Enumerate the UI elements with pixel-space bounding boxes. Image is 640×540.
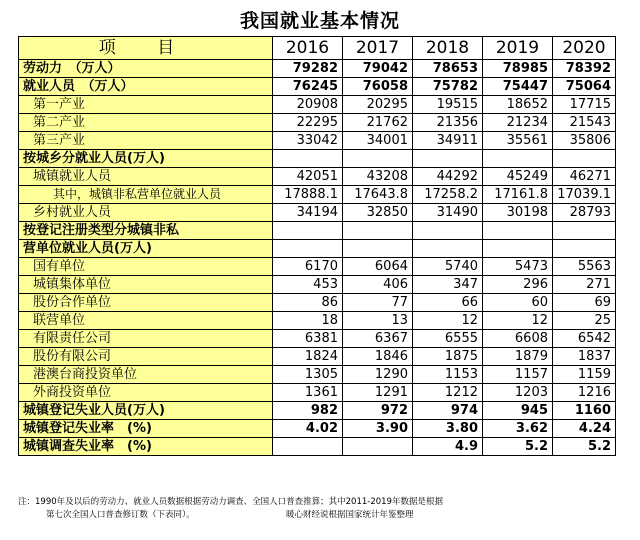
row-value: 79042 <box>343 60 413 78</box>
table-header-row <box>19 37 616 60</box>
row-value: 4.24 <box>553 420 616 438</box>
header-year: 2016 <box>273 37 343 60</box>
row-value: 43208 <box>343 168 413 186</box>
row-value: 46271 <box>553 168 616 186</box>
row-value: 6367 <box>343 330 413 348</box>
row-value: 6555 <box>413 330 483 348</box>
row-value <box>483 240 553 258</box>
row-value: 20908 <box>273 96 343 114</box>
row-value: 1305 <box>273 366 343 384</box>
row-value: 18 <box>273 312 343 330</box>
row-value: 1160 <box>553 402 616 420</box>
row-value: 31490 <box>413 204 483 222</box>
row-value: 6381 <box>273 330 343 348</box>
row-value <box>343 240 413 258</box>
table-row <box>19 384 616 402</box>
row-label: 第一产业 <box>19 96 273 114</box>
row-value: 347 <box>413 276 483 294</box>
row-value: 25 <box>553 312 616 330</box>
row-value: 6170 <box>273 258 343 276</box>
row-label: 有限责任公司 <box>19 330 273 348</box>
row-value: 17258.2 <box>413 186 483 204</box>
row-value: 78392 <box>553 60 616 78</box>
row-label: 外商投资单位 <box>19 384 273 402</box>
row-value <box>273 240 343 258</box>
row-label: 联营单位 <box>19 312 273 330</box>
row-label: 按登记注册类型分城镇非私 <box>19 222 273 240</box>
row-value: 78653 <box>413 60 483 78</box>
row-value: 60 <box>483 294 553 312</box>
page-title: 我国就业基本情况 <box>239 10 400 32</box>
row-label: 城镇就业人员 <box>19 168 273 186</box>
row-value: 453 <box>273 276 343 294</box>
row-value: 12 <box>483 312 553 330</box>
row-value: 17888.1 <box>273 186 343 204</box>
table-row <box>19 438 616 456</box>
row-label: 其中，城镇非私营单位就业人员 <box>19 186 273 204</box>
row-value: 4.9 <box>413 438 483 456</box>
row-label: 第三产业 <box>19 132 273 150</box>
row-label: 第二产业 <box>19 114 273 132</box>
row-value: 79282 <box>273 60 343 78</box>
row-value: 406 <box>343 276 413 294</box>
row-value: 17039.1 <box>553 186 616 204</box>
row-value <box>413 222 483 240</box>
row-value: 35561 <box>483 132 553 150</box>
row-value: 75447 <box>483 78 553 96</box>
row-value <box>273 150 343 168</box>
row-value: 5563 <box>553 258 616 276</box>
row-value: 34001 <box>343 132 413 150</box>
row-value: 44292 <box>413 168 483 186</box>
row-label: 城镇登记失业率 (%) <box>19 420 273 438</box>
row-value <box>413 150 483 168</box>
row-value: 1837 <box>553 348 616 366</box>
row-value: 34911 <box>413 132 483 150</box>
header-year: 2018 <box>413 37 483 60</box>
row-value: 1159 <box>553 366 616 384</box>
row-value <box>343 150 413 168</box>
row-label: 股份有限公司 <box>19 348 273 366</box>
row-label: 就业人员 （万人） <box>19 78 273 96</box>
row-value: 21356 <box>413 114 483 132</box>
table-row <box>19 366 616 384</box>
row-value: 3.90 <box>343 420 413 438</box>
row-label: 城镇登记失业人员(万人) <box>19 402 273 420</box>
row-label: 按城乡分就业人员(万人) <box>19 150 273 168</box>
row-value: 75064 <box>553 78 616 96</box>
row-value <box>413 240 483 258</box>
row-value <box>483 150 553 168</box>
row-label: 股份合作单位 <box>19 294 273 312</box>
source-note: 暖心财经说根据国家统计年鉴整理 <box>286 510 414 520</box>
row-value: 13 <box>343 312 413 330</box>
row-value: 3.80 <box>413 420 483 438</box>
row-value: 22295 <box>273 114 343 132</box>
row-value: 78985 <box>483 60 553 78</box>
row-value: 1846 <box>343 348 413 366</box>
table-row <box>19 258 616 276</box>
row-value: 982 <box>273 402 343 420</box>
table-row <box>19 240 616 258</box>
row-value: 76058 <box>343 78 413 96</box>
table-row <box>19 186 616 204</box>
row-value: 5740 <box>413 258 483 276</box>
row-value: 1361 <box>273 384 343 402</box>
row-value: 271 <box>553 276 616 294</box>
row-value: 1875 <box>413 348 483 366</box>
row-value <box>273 438 343 456</box>
table-row <box>19 330 616 348</box>
table-row <box>19 402 616 420</box>
row-value: 1157 <box>483 366 553 384</box>
row-value: 45249 <box>483 168 553 186</box>
table-row <box>19 114 616 132</box>
table-row <box>19 294 616 312</box>
row-value: 33042 <box>273 132 343 150</box>
table-row <box>19 420 616 438</box>
row-value: 20295 <box>343 96 413 114</box>
row-value: 1203 <box>483 384 553 402</box>
row-value: 6064 <box>343 258 413 276</box>
row-value: 32850 <box>343 204 413 222</box>
header-item: 项 目 <box>19 37 273 60</box>
row-value: 21234 <box>483 114 553 132</box>
row-value: 6542 <box>553 330 616 348</box>
row-label: 营单位就业人员(万人) <box>19 240 273 258</box>
row-value: 66 <box>413 294 483 312</box>
row-value: 972 <box>343 402 413 420</box>
table-row <box>19 96 616 114</box>
table-row <box>19 348 616 366</box>
row-value: 3.62 <box>483 420 553 438</box>
row-value: 69 <box>553 294 616 312</box>
header-year: 2017 <box>343 37 413 60</box>
table-row <box>19 60 616 78</box>
footnote-line-2: 第七次全国人口普查修订数（下表同）。 <box>46 510 195 520</box>
row-value: 945 <box>483 402 553 420</box>
header-year: 2019 <box>483 37 553 60</box>
table-row <box>19 168 616 186</box>
row-value: 1216 <box>553 384 616 402</box>
row-value: 1824 <box>273 348 343 366</box>
row-value <box>553 222 616 240</box>
row-label: 城镇调查失业率 (%) <box>19 438 273 456</box>
row-value: 12 <box>413 312 483 330</box>
row-value: 75782 <box>413 78 483 96</box>
row-value: 5473 <box>483 258 553 276</box>
table-row <box>19 132 616 150</box>
footnote-line-1: 注：1990年及以后的劳动力、就业人员数据根据劳动力调查、全国人口普查推算；其中2011-2019年数据是根据 <box>18 497 443 507</box>
table-row <box>19 312 616 330</box>
row-value: 21762 <box>343 114 413 132</box>
row-label: 国有单位 <box>19 258 273 276</box>
row-value: 35806 <box>553 132 616 150</box>
row-value: 1291 <box>343 384 413 402</box>
row-value: 296 <box>483 276 553 294</box>
row-value: 5.2 <box>483 438 553 456</box>
header-year: 2020 <box>553 37 616 60</box>
row-value: 17161.8 <box>483 186 553 204</box>
row-value: 34194 <box>273 204 343 222</box>
footnote <box>18 496 628 522</box>
row-value: 1153 <box>413 366 483 384</box>
row-value: 77 <box>343 294 413 312</box>
table-row <box>19 78 616 96</box>
table-row <box>19 150 616 168</box>
table-row <box>19 276 616 294</box>
row-label: 劳动力 （万人） <box>19 60 273 78</box>
table-row <box>19 222 616 240</box>
row-value: 19515 <box>413 96 483 114</box>
row-value: 974 <box>413 402 483 420</box>
row-value: 1879 <box>483 348 553 366</box>
row-value: 17715 <box>553 96 616 114</box>
row-value <box>553 240 616 258</box>
row-label: 乡村就业人员 <box>19 204 273 222</box>
row-value <box>273 222 343 240</box>
row-value: 17643.8 <box>343 186 413 204</box>
row-value: 30198 <box>483 204 553 222</box>
row-value <box>343 222 413 240</box>
row-value: 76245 <box>273 78 343 96</box>
row-label: 港澳台商投资单位 <box>19 366 273 384</box>
row-value: 28793 <box>553 204 616 222</box>
row-value <box>483 222 553 240</box>
table-row <box>19 204 616 222</box>
employment-table <box>18 36 616 456</box>
row-value: 6608 <box>483 330 553 348</box>
row-value <box>553 150 616 168</box>
row-label: 城镇集体单位 <box>19 276 273 294</box>
row-value: 86 <box>273 294 343 312</box>
row-value <box>343 438 413 456</box>
row-value: 21543 <box>553 114 616 132</box>
row-value: 1290 <box>343 366 413 384</box>
row-value: 4.02 <box>273 420 343 438</box>
row-value: 5.2 <box>553 438 616 456</box>
row-value: 42051 <box>273 168 343 186</box>
row-value: 1212 <box>413 384 483 402</box>
row-value: 18652 <box>483 96 553 114</box>
